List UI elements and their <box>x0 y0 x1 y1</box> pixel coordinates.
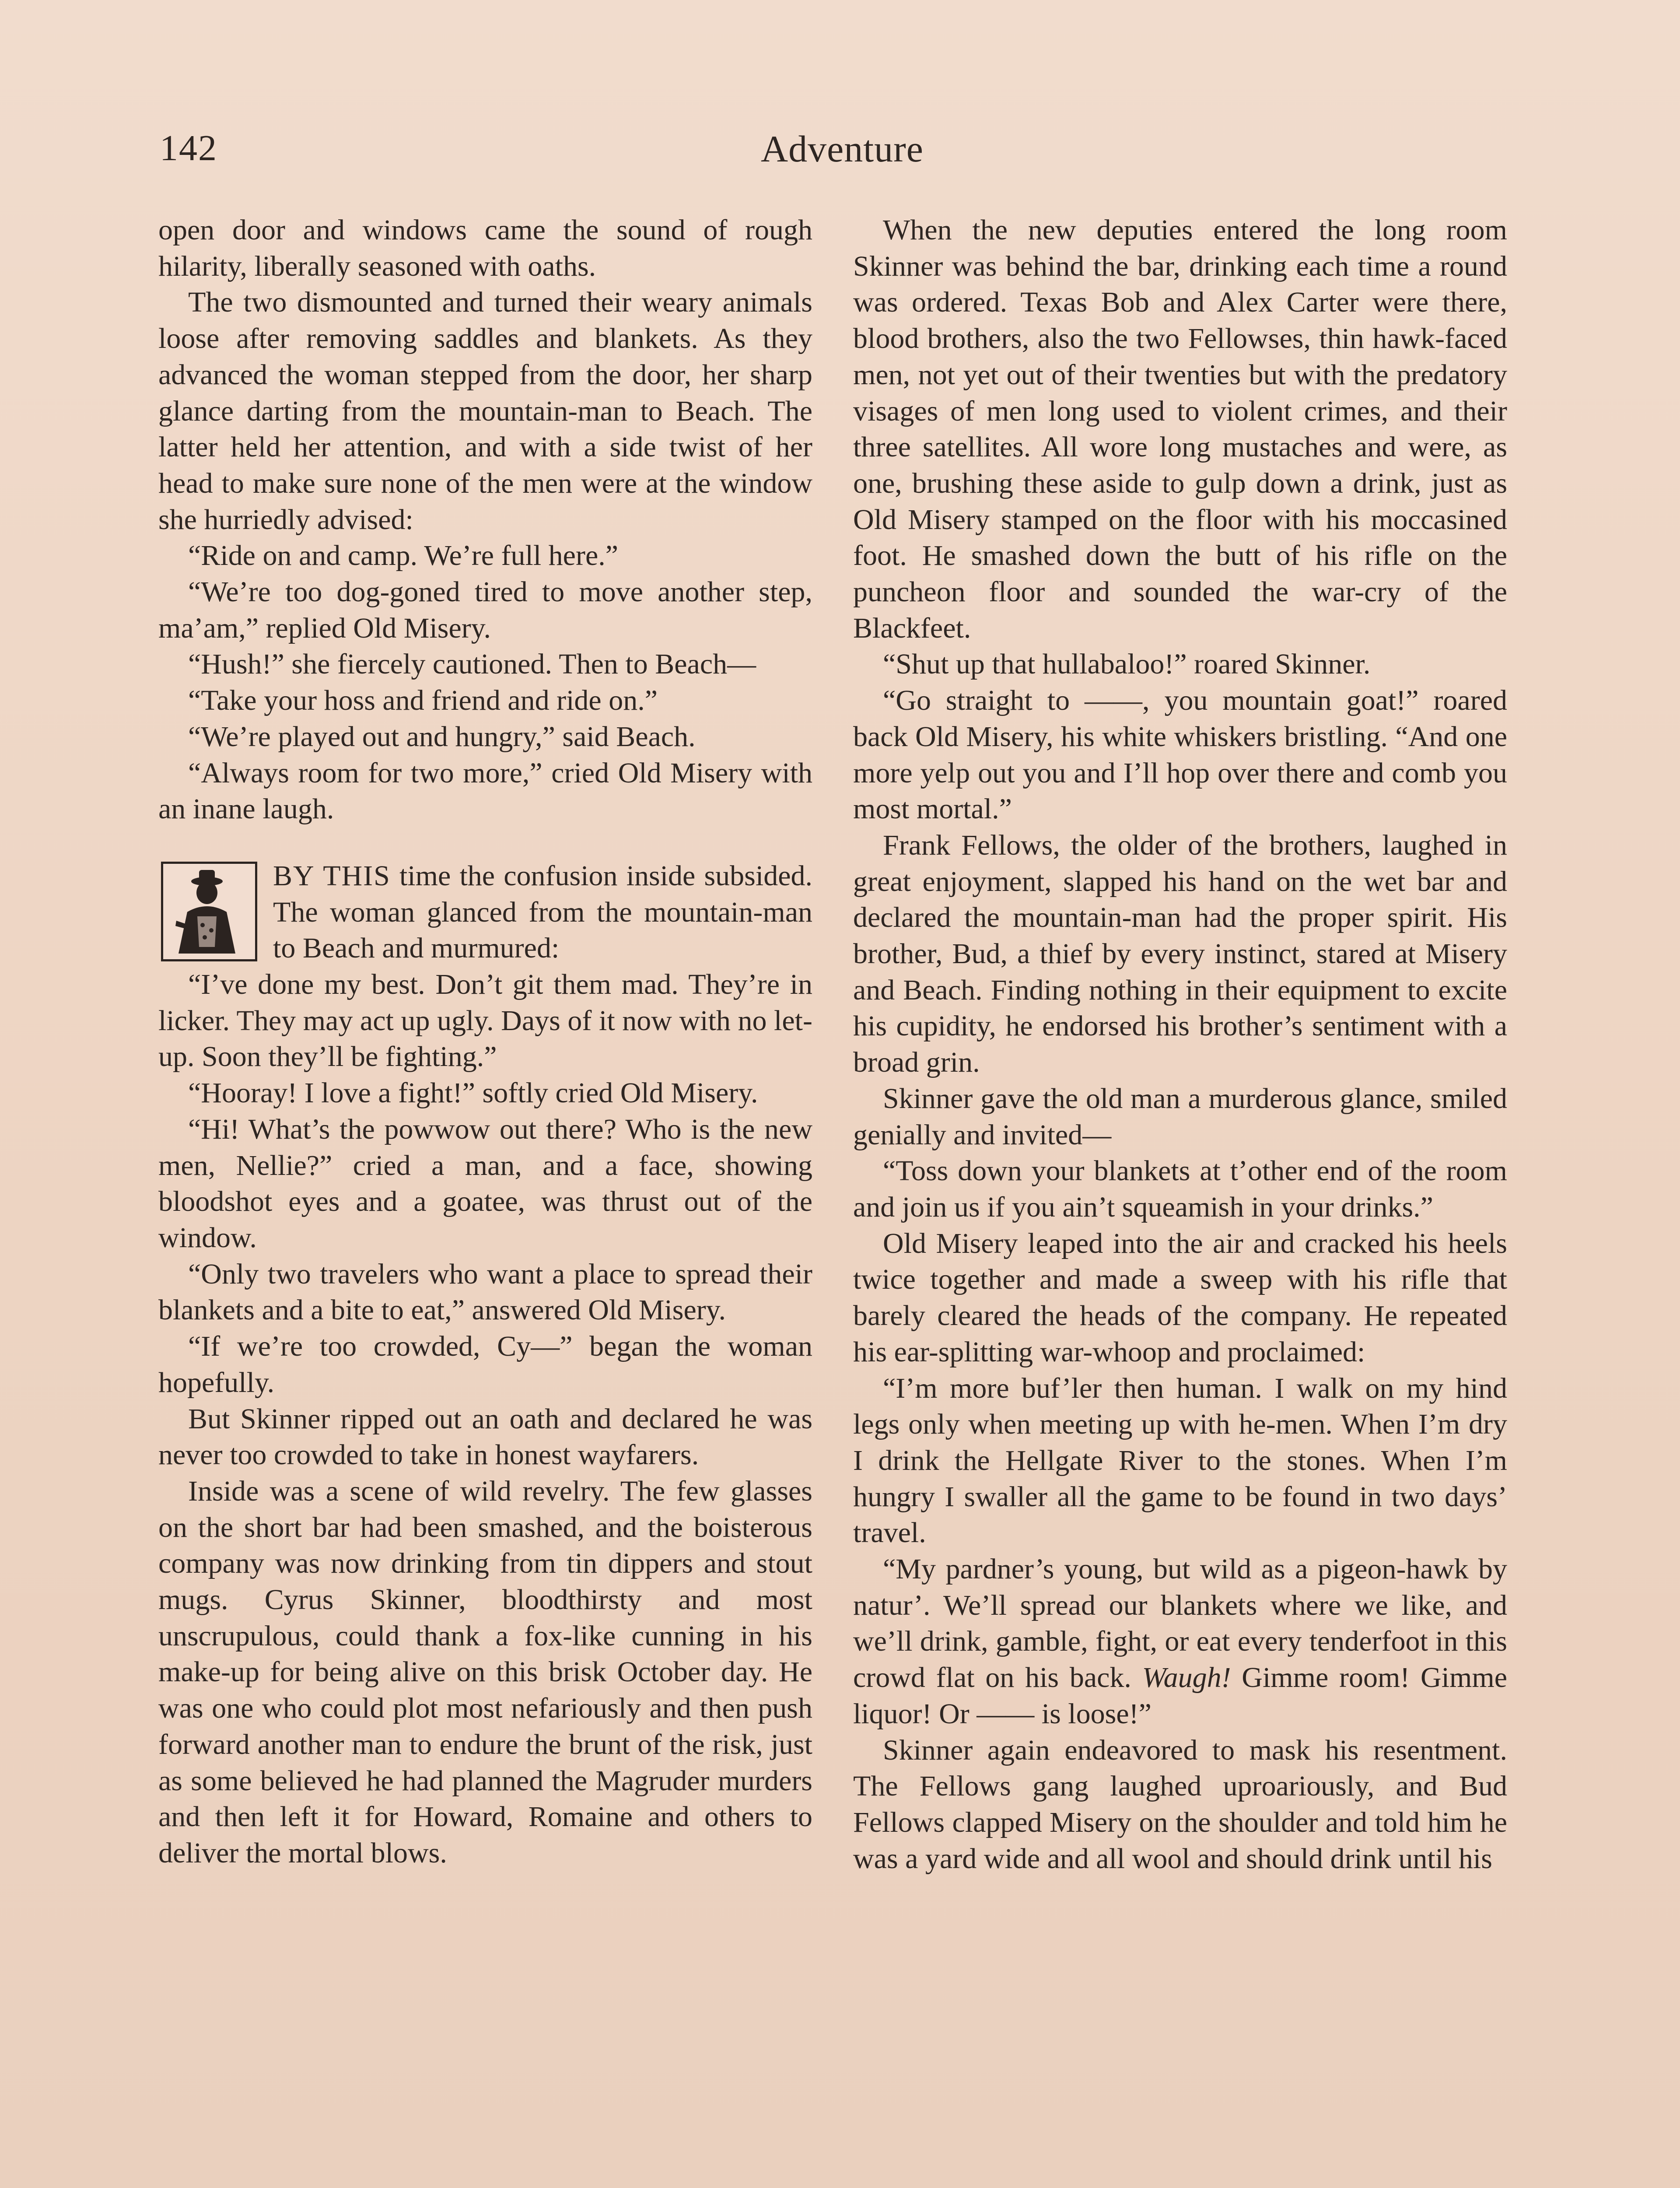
paragraph: open door and windows came the sound of rough hilarity, liberally seasoned with oaths. <box>158 214 812 282</box>
paragraph: “Always room for two more,” cried Old Misery with an inane laugh. <box>158 757 812 825</box>
paragraph-text: Gimme room! Gimme liquor! Or —— is loose!” <box>853 1662 1507 1730</box>
paragraph: “I’ve done my best. Don’t git them mad. They’re in licker. They may act up ugly. Days of it now with no let-up. Soon they’ll be fighting.” <box>158 968 812 1073</box>
paragraph: When the new deputies entered the long room Skinner was behind the bar, drinking each time a round was ordered. Texas Bob and Alex Carter were there, blood brothers, also the two Fellowses, thin hawk-faced men, not yet out of their twenties but with the predatory visages of men long used to violent crimes, and their three satellites. All wore long mustaches and were, as one, brushing these aside to gulp down a drink, just as Old Misery stamped on the floor with his moccasined foot. He smashed down the butt of his rifle on the puncheon floor and sounded the war-cry of the Blackfeet. <box>853 214 1507 644</box>
paragraph: “Only two travelers who want a place to spread their blankets and a bite to eat,” answered Old Misery. <box>158 1258 812 1326</box>
paragraph: “Toss down your blankets at t’other end of the room and join us if you ain’t squeamish in your drinks.” <box>853 1155 1507 1223</box>
running-title: Adventure <box>761 128 924 170</box>
paragraph-text: time the confusion inside subsided. The woman glanced from the mountain-man to Beach and murmured: <box>273 859 812 964</box>
paragraph: “We’re too dog-goned tired to move another step, ma’am,” replied Old Misery. <box>158 576 812 644</box>
paragraph: Old Misery leaped into the air and cracked his heels twice together and made a sweep with his rifle that barely cleared the heads of the company. He repeated his ear-splitting war-whoop and proclaimed: <box>853 1227 1507 1368</box>
paragraph: “Hooray! I love a fight!” softly cried Old Misery. <box>188 1077 758 1109</box>
page-header <box>160 127 1525 179</box>
paragraph: “Hi! What’s the powwow out there? Who is the new men, Nellie?” cried a man, and a face, showing bloodshot eyes and a goatee, was thrust out of the window. <box>158 1113 812 1254</box>
decorative-initial-icon <box>161 862 257 961</box>
paragraph: “Go straight to ——, you mountain goat!” roared back Old Misery, his white whiskers bristling. “And one more yelp out you and I’ll hop over there and comb you most mortal.” <box>853 684 1507 825</box>
paragraph: “Ride on and camp. We’re full here.” <box>188 540 619 572</box>
paragraph: The two dismounted and turned their weary animals loose after removing saddles and blankets. As they advanced the woman stepped from the door, her sharp glance darting from the mountain-man to Beach. The latter held her attention, and with a side twist of her head to make sure none of the men were at the window she hurriedly advised: <box>158 286 812 536</box>
emphasis-text: Waugh! <box>1142 1662 1231 1694</box>
section-opening-paragraph <box>158 858 812 967</box>
paragraph: “Hush!” she fiercely cautioned. Then to Beach— <box>188 648 756 680</box>
section-break <box>158 828 812 858</box>
paragraph <box>853 1551 1507 1732</box>
paragraph: “Shut up that hullabaloo!” roared Skinner. <box>883 648 1371 680</box>
paragraph: Skinner gave the old man a murderous glance, smiled genially and invited— <box>853 1082 1507 1151</box>
paragraph: Skinner again endeavored to mask his resentment. The Fellows gang laughed uproariously, and Bud Fellows clapped Misery on the shoulder and told him he was a yard wide and all wool and should drink until his <box>853 1734 1507 1875</box>
paragraph: Inside was a scene of wild revelry. The few glasses on the short bar had been smashed, and the boisterous company was now drinking from tin dippers and stout mugs. Cyrus Skinner, bloodthirsty and most unscrupulous, could thank a fox-like cunning in his make-up for being alive on this brisk October day. He was one who could plot most nefariously and then push forward another man to endure the brunt of the risk, just as some believed he had planned the Magruder murders and then left it for Howard, Romaine and others to deliver the mortal blows. <box>158 1475 812 1869</box>
paragraph: “If we’re too crowded, Cy—” began the woman hopefully. <box>158 1330 812 1399</box>
paragraph: “We’re played out and hungry,” said Beach. <box>188 720 696 753</box>
page-number: 142 <box>160 128 217 168</box>
paragraph: Frank Fellows, the older of the brothers, laughed in great enjoyment, slapped his hand on the wet bar and declared the mountain-man had the proper spirit. His brother, Bud, a thief by every instinct, stared at Misery and Beach. Finding nothing in their equipment to excite his cupidity, he endorsed his brother’s sentiment with a broad grin. <box>853 829 1507 1079</box>
paragraph: “I’m more buf’ler then human. I walk on my hind legs only when meeting up with he-men. When I’m dry I drink the Hellgate River to the stones. When I’m hungry I swaller all the game to be found in two days’ travel. <box>853 1372 1507 1549</box>
paragraph: “Take your hoss and friend and ride on.” <box>188 684 658 717</box>
paragraph: But Skinner ripped out an oath and declared he was never too crowded to take in honest wayfarers. <box>158 1403 812 1471</box>
right-column <box>853 212 1507 1877</box>
lead-in-words: BY THIS <box>273 859 391 892</box>
left-column <box>158 212 812 1872</box>
paragraph-text: “My pardner’s young, but wild as a pigeon-hawk by natur’. We’ll spread our blankets where we like, and we’ll drink, gamble, fight, or eat every tenderfoot in this crowd flat on his back. <box>853 1553 1507 1694</box>
